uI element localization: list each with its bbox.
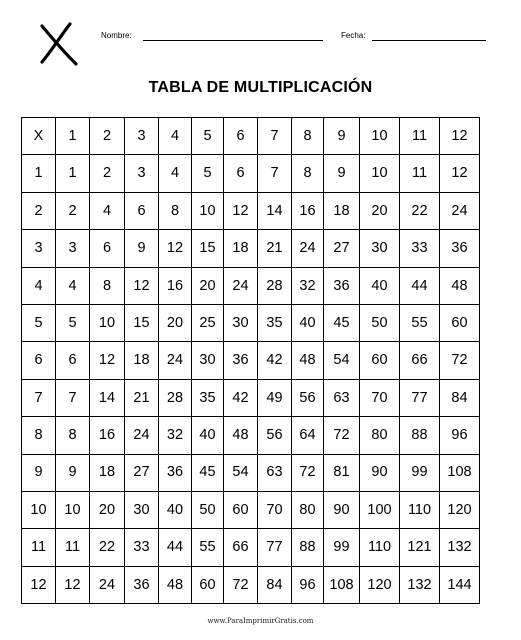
table-cell: 60 <box>360 342 400 379</box>
table-cell: 96 <box>292 566 324 603</box>
multiplication-table <box>21 117 480 604</box>
header-cell: 12 <box>22 566 56 603</box>
table-cell: 16 <box>292 192 324 229</box>
table-cell: 64 <box>292 417 324 454</box>
x-icon <box>36 22 80 66</box>
table-cell: 28 <box>159 379 192 416</box>
table-cell: 132 <box>400 566 440 603</box>
table-cell: 70 <box>360 379 400 416</box>
table-cell: 6 <box>224 155 258 192</box>
table-cell: 32 <box>159 417 192 454</box>
table-cell: 7 <box>258 155 292 192</box>
table-cell: 15 <box>125 304 159 341</box>
table-cell: 66 <box>400 342 440 379</box>
table-cell: 10 <box>56 491 90 528</box>
table-cell: 1 <box>56 155 90 192</box>
header-cell: 6 <box>224 118 258 155</box>
table-cell: 50 <box>360 304 400 341</box>
table-cell: 120 <box>440 491 480 528</box>
table-cell: 21 <box>258 230 292 267</box>
table-cell: 24 <box>125 417 159 454</box>
table-cell: 2 <box>56 192 90 229</box>
table-cell: 18 <box>324 192 360 229</box>
table-cell: 84 <box>258 566 292 603</box>
table-row <box>22 379 480 416</box>
table-cell: 40 <box>192 417 224 454</box>
table-cell: 6 <box>125 192 159 229</box>
table-cell: 54 <box>324 342 360 379</box>
table-row <box>22 529 480 566</box>
table-cell: 16 <box>90 417 125 454</box>
table-cell: 5 <box>56 304 90 341</box>
table-cell: 2 <box>90 155 125 192</box>
fecha-label: Fecha: <box>341 31 366 40</box>
table-cell: 35 <box>258 304 292 341</box>
table-cell: 84 <box>440 379 480 416</box>
table-cell: 55 <box>192 529 224 566</box>
table-cell: 20 <box>90 491 125 528</box>
table-row <box>22 192 480 229</box>
table-cell: 8 <box>292 155 324 192</box>
table-cell: 8 <box>90 267 125 304</box>
table-cell: 81 <box>324 454 360 491</box>
header-cell: 12 <box>440 118 480 155</box>
table-cell: 12 <box>224 192 258 229</box>
header-cell: 10 <box>360 118 400 155</box>
table-cell: 22 <box>90 529 125 566</box>
table-cell: 40 <box>292 304 324 341</box>
table-cell: 55 <box>400 304 440 341</box>
table-row <box>22 342 480 379</box>
table-cell: 12 <box>125 267 159 304</box>
table-cell: 100 <box>360 491 400 528</box>
table-cell: 15 <box>192 230 224 267</box>
table-cell: 44 <box>400 267 440 304</box>
header-cell: 8 <box>22 417 56 454</box>
table-cell: 48 <box>292 342 324 379</box>
table-cell: 24 <box>292 230 324 267</box>
table-cell: 63 <box>324 379 360 416</box>
table-cell: 4 <box>159 155 192 192</box>
table-cell: 9 <box>324 155 360 192</box>
table-cell: 36 <box>125 566 159 603</box>
header-cell: X <box>22 118 56 155</box>
table-cell: 11 <box>56 529 90 566</box>
table-cell: 6 <box>90 230 125 267</box>
table-cell: 24 <box>440 192 480 229</box>
table-cell: 27 <box>324 230 360 267</box>
table-cell: 72 <box>440 342 480 379</box>
table-cell: 77 <box>400 379 440 416</box>
table-cell: 20 <box>192 267 224 304</box>
table-cell: 30 <box>224 304 258 341</box>
table-cell: 36 <box>440 230 480 267</box>
table-cell: 60 <box>192 566 224 603</box>
table-cell: 27 <box>125 454 159 491</box>
header-cell: 7 <box>22 379 56 416</box>
table-cell: 40 <box>360 267 400 304</box>
table-cell: 80 <box>292 491 324 528</box>
table-cell: 99 <box>400 454 440 491</box>
table-cell: 24 <box>90 566 125 603</box>
header-cell: 11 <box>400 118 440 155</box>
table-cell: 24 <box>159 342 192 379</box>
table-cell: 48 <box>440 267 480 304</box>
table-cell: 108 <box>440 454 480 491</box>
table-row <box>22 267 480 304</box>
header-cell: 1 <box>56 118 90 155</box>
table-cell: 14 <box>258 192 292 229</box>
table-row <box>22 491 480 528</box>
table-cell: 63 <box>258 454 292 491</box>
table-cell: 4 <box>56 267 90 304</box>
table-cell: 88 <box>292 529 324 566</box>
header-cell: 4 <box>159 118 192 155</box>
header-cell: 5 <box>192 118 224 155</box>
header-cell: 1 <box>22 155 56 192</box>
header-cell: 11 <box>22 529 56 566</box>
table-cell: 6 <box>56 342 90 379</box>
table-row <box>22 230 480 267</box>
table-cell: 10 <box>192 192 224 229</box>
header-cell: 10 <box>22 491 56 528</box>
nombre-label: Nombre: <box>101 31 132 40</box>
table-cell: 20 <box>360 192 400 229</box>
table-cell: 110 <box>400 491 440 528</box>
page-title: TABLA DE MULTIPLICACIÓN <box>148 79 373 96</box>
table-cell: 12 <box>440 155 480 192</box>
header-cell: 7 <box>258 118 292 155</box>
table-cell: 66 <box>224 529 258 566</box>
table-cell: 32 <box>292 267 324 304</box>
table-cell: 35 <box>192 379 224 416</box>
fecha-field[interactable] <box>372 40 486 41</box>
table-cell: 36 <box>159 454 192 491</box>
table-cell: 48 <box>224 417 258 454</box>
header-cell: 3 <box>125 118 159 155</box>
table-cell: 22 <box>400 192 440 229</box>
header-cell: 8 <box>292 118 324 155</box>
table-cell: 3 <box>56 230 90 267</box>
header-cell: 4 <box>22 267 56 304</box>
table-cell: 108 <box>324 566 360 603</box>
table-cell: 12 <box>159 230 192 267</box>
table-cell: 4 <box>90 192 125 229</box>
table-cell: 7 <box>56 379 90 416</box>
table-cell: 144 <box>440 566 480 603</box>
table-cell: 45 <box>192 454 224 491</box>
table-cell: 110 <box>360 529 400 566</box>
table-row <box>22 417 480 454</box>
table-cell: 80 <box>360 417 400 454</box>
table-cell: 9 <box>125 230 159 267</box>
table-cell: 33 <box>125 529 159 566</box>
table-cell: 42 <box>258 342 292 379</box>
table-cell: 28 <box>258 267 292 304</box>
table-row <box>22 454 480 491</box>
table-cell: 9 <box>56 454 90 491</box>
footer-website: www.ParaImprimirGratis.com <box>207 617 314 625</box>
table-cell: 132 <box>440 529 480 566</box>
table-cell: 49 <box>258 379 292 416</box>
table-cell: 16 <box>159 267 192 304</box>
table-cell: 12 <box>56 566 90 603</box>
table-cell: 18 <box>125 342 159 379</box>
table-cell: 120 <box>360 566 400 603</box>
header-row <box>22 118 480 155</box>
table-cell: 10 <box>90 304 125 341</box>
header-cell: 3 <box>22 230 56 267</box>
table-cell: 25 <box>192 304 224 341</box>
table-cell: 11 <box>400 155 440 192</box>
table-cell: 60 <box>440 304 480 341</box>
table-cell: 8 <box>159 192 192 229</box>
table-cell: 54 <box>224 454 258 491</box>
table-cell: 24 <box>224 267 258 304</box>
table-cell: 90 <box>360 454 400 491</box>
header-cell: 9 <box>22 454 56 491</box>
table-cell: 72 <box>324 417 360 454</box>
table-cell: 40 <box>159 491 192 528</box>
table-row <box>22 155 480 192</box>
table-cell: 96 <box>440 417 480 454</box>
table-row <box>22 304 480 341</box>
table-cell: 42 <box>224 379 258 416</box>
table-cell: 30 <box>360 230 400 267</box>
table-cell: 36 <box>224 342 258 379</box>
table-cell: 18 <box>224 230 258 267</box>
header-cell: 2 <box>22 192 56 229</box>
table-cell: 20 <box>159 304 192 341</box>
table-cell: 3 <box>125 155 159 192</box>
table-cell: 88 <box>400 417 440 454</box>
table-cell: 33 <box>400 230 440 267</box>
table-cell: 12 <box>90 342 125 379</box>
table-cell: 36 <box>324 267 360 304</box>
table-cell: 48 <box>159 566 192 603</box>
table-cell: 60 <box>224 491 258 528</box>
table-cell: 5 <box>192 155 224 192</box>
table-cell: 72 <box>224 566 258 603</box>
table-cell: 121 <box>400 529 440 566</box>
table-cell: 30 <box>125 491 159 528</box>
header-cell: 9 <box>324 118 360 155</box>
table-cell: 18 <box>90 454 125 491</box>
table-cell: 45 <box>324 304 360 341</box>
table-row <box>22 566 480 603</box>
table-cell: 70 <box>258 491 292 528</box>
table-cell: 44 <box>159 529 192 566</box>
table-cell: 56 <box>258 417 292 454</box>
table-cell: 8 <box>56 417 90 454</box>
table-cell: 14 <box>90 379 125 416</box>
table-cell: 77 <box>258 529 292 566</box>
nombre-field[interactable] <box>143 40 323 41</box>
table-cell: 10 <box>360 155 400 192</box>
table-cell: 50 <box>192 491 224 528</box>
table-cell: 30 <box>192 342 224 379</box>
table-cell: 21 <box>125 379 159 416</box>
table-cell: 72 <box>292 454 324 491</box>
header-cell: 2 <box>90 118 125 155</box>
header-cell: 5 <box>22 304 56 341</box>
header-cell: 6 <box>22 342 56 379</box>
table-cell: 56 <box>292 379 324 416</box>
table-cell: 99 <box>324 529 360 566</box>
table-cell: 90 <box>324 491 360 528</box>
